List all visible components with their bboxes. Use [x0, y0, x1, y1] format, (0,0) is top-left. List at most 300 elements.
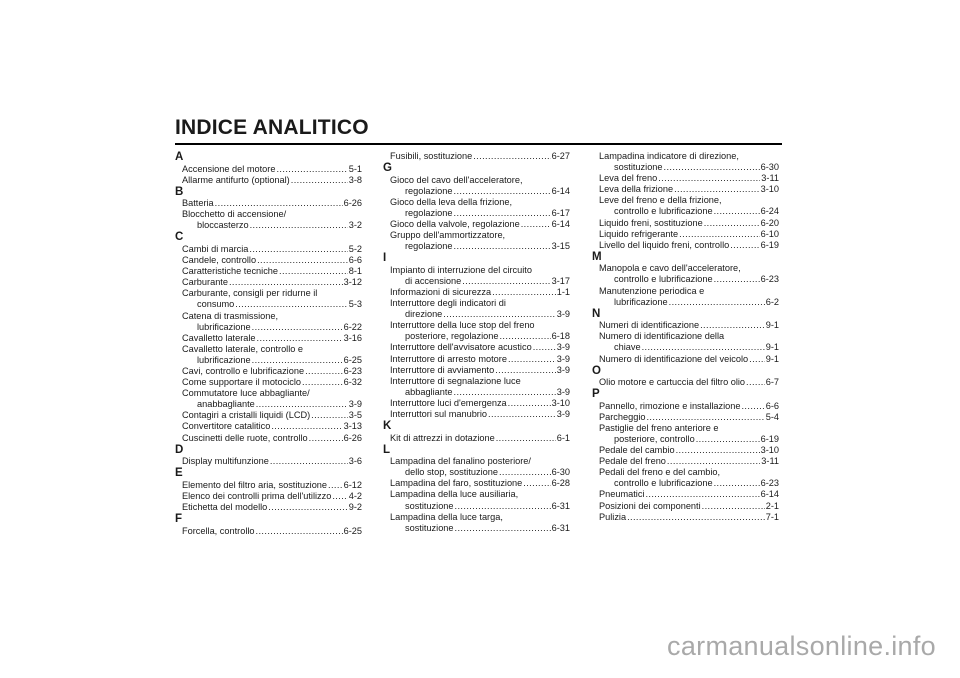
index-page-number: 6-6	[765, 400, 779, 411]
index-entry	[383, 512, 570, 534]
index-entry	[592, 151, 779, 173]
index-entry-text: Pedale del cambio	[599, 445, 675, 456]
index-page-number: 7-1	[765, 511, 779, 522]
index-page-number: 3-10	[551, 397, 570, 408]
index-page-number: 3-9	[556, 353, 570, 364]
dot-leader	[730, 240, 759, 251]
index-entry-text: abbagliante	[405, 386, 453, 397]
dot-leader	[679, 229, 759, 240]
index-page-number: 3-13	[343, 421, 362, 432]
index-entry-text: Lampadina del fanalino posteriore/	[390, 456, 531, 467]
dot-leader	[664, 162, 760, 173]
dot-leader	[646, 412, 764, 423]
index-page-number: 6-6	[348, 255, 362, 266]
index-entry	[383, 320, 570, 342]
index-entry-line	[182, 366, 362, 377]
index-entry-text: Lampadina della luce ausiliaria,	[390, 489, 519, 500]
index-letter-heading: E	[175, 467, 183, 480]
index-entry	[592, 445, 779, 456]
index-entry-line	[599, 206, 779, 217]
index-entry-text: Pneumatici	[599, 489, 645, 500]
dot-leader	[249, 244, 347, 255]
index-entry-text: Olio motore e cartuccia del filtro olio	[599, 377, 746, 388]
index-entry-text: Come supportare il motociclo	[182, 377, 301, 388]
index-entry-text: Pastiglie del freno anteriore e	[599, 422, 719, 433]
index-entry-text: lubrificazione	[197, 354, 251, 365]
index-page-number: 3-5	[348, 410, 362, 421]
index-page-number: 6-31	[551, 500, 570, 511]
index-entry-text: Elenco dei controlli prima dell'utilizzo	[182, 490, 332, 501]
index-entry-line	[182, 299, 362, 310]
index-entry-text: controllo e lubrificazione	[614, 274, 713, 285]
index-entry	[383, 478, 570, 489]
index-entry-line	[390, 478, 570, 489]
dot-leader	[454, 241, 551, 252]
index-entry-line	[182, 355, 362, 366]
index-letter-heading: D	[175, 443, 184, 456]
index-entry	[175, 244, 362, 255]
index-entry	[592, 423, 779, 445]
dot-leader	[332, 491, 347, 502]
index-entry-text: Lampadina indicatore di direzione,	[599, 151, 739, 161]
index-entry-line	[599, 195, 779, 206]
index-entry-line	[390, 265, 570, 276]
index-entry-text: Leve del freno e della frizione,	[599, 195, 722, 206]
index-page-number: 9-2	[348, 501, 362, 512]
index-entry-text: Gioco del cavo dell'acceleratore,	[390, 174, 523, 185]
dot-leader	[268, 502, 347, 513]
index-entry-text: Kit di attrezzi in dotazione	[390, 432, 495, 443]
index-entry-line	[182, 502, 362, 513]
index-entry	[383, 409, 570, 420]
dot-leader	[454, 208, 551, 219]
index-entry-line	[390, 197, 570, 208]
index-entry-text: lubrificazione	[197, 321, 251, 332]
index-entry-line	[599, 489, 779, 500]
dot-leader	[508, 398, 551, 409]
index-entry-text: Interruttore di segnalazione luce	[390, 375, 521, 386]
index-entry-text: regolazione	[405, 241, 453, 252]
dot-leader	[667, 456, 760, 467]
index-column-2	[383, 151, 570, 534]
index-entry	[175, 526, 362, 537]
index-entry-text: Lampadina della luce targa,	[390, 511, 503, 522]
index-entry-text: Interruttori sul manubrio	[390, 408, 488, 419]
index-entry	[175, 209, 362, 231]
index-entry-text: sostituzione	[405, 500, 454, 511]
index-entry-line	[182, 333, 362, 344]
dot-leader	[642, 342, 765, 353]
index-entry-line	[390, 501, 570, 512]
index-entry-line	[182, 311, 362, 322]
index-page-number: 6-27	[551, 151, 570, 161]
index-entry-line	[599, 467, 779, 478]
index-entry-text: di accensione	[405, 275, 462, 286]
index-letter-heading: F	[175, 513, 183, 526]
index-entry-line	[599, 274, 779, 285]
index-entry-text: Interruttore di avviamento	[390, 364, 495, 375]
index-entry-line	[390, 376, 570, 387]
index-entry-text: Interruttore degli indicatori di	[390, 298, 506, 309]
index-letter-heading: L	[383, 443, 391, 456]
index-page-number: 5-2	[348, 243, 362, 254]
index-page-number: 3-12	[343, 277, 362, 288]
index-page-number: 6-1	[556, 432, 570, 443]
index-entry-line	[182, 491, 362, 502]
index-entry-text: lubrificazione	[614, 296, 668, 307]
index-entry	[592, 377, 779, 388]
index-letter-heading: P	[592, 388, 600, 401]
index-entry	[175, 164, 362, 175]
index-entry-line	[182, 220, 362, 231]
index-entry-text: Gruppo dell'ammortizzatore,	[390, 230, 506, 241]
index-entry-line	[390, 175, 570, 186]
index-entry-text: Numero di identificazione del veicolo	[599, 353, 749, 364]
index-entry-line	[390, 489, 570, 500]
dot-leader	[257, 333, 343, 344]
index-page-number: 6-25	[343, 354, 362, 365]
index-letter-heading: C	[175, 231, 184, 244]
page-title: INDICE ANALITICO	[175, 116, 369, 139]
index-entry-text: regolazione	[405, 185, 453, 196]
index-entry	[175, 388, 362, 410]
index-entry-text: Commutatore luce abbagliante/	[182, 388, 310, 399]
dot-leader	[702, 501, 765, 512]
dot-leader	[508, 354, 556, 365]
index-entry-text: posteriore, controllo	[614, 433, 695, 444]
index-entry-line	[390, 387, 570, 398]
index-entry-line	[599, 229, 779, 240]
dot-leader	[271, 421, 342, 432]
index-page-number: 2-1	[765, 500, 779, 511]
index-entry-line	[182, 433, 362, 444]
index-entry-line	[390, 230, 570, 241]
index-letter-heading: O	[592, 364, 601, 377]
index-entry-line	[182, 344, 362, 355]
index-page-number: 6-22	[343, 321, 362, 332]
index-entry-text: Gioco della valvole, regolazione	[390, 218, 520, 229]
dot-leader	[252, 355, 343, 366]
index-entry	[383, 342, 570, 353]
dot-leader	[700, 320, 765, 331]
index-entry-text: Candele, controllo	[182, 255, 257, 266]
index-entry-text: sostituzione	[405, 522, 454, 533]
index-page-number: 3-9	[348, 399, 362, 410]
dot-leader	[256, 399, 348, 410]
index-entry-text: controllo e lubrificazione	[614, 206, 713, 217]
index-entry-text: Display multifunzione	[182, 456, 269, 467]
index-page-number: 6-19	[760, 433, 779, 444]
dot-leader	[658, 173, 760, 184]
index-entry-line	[390, 456, 570, 467]
dot-leader	[279, 266, 348, 277]
index-entry	[175, 421, 362, 432]
index-entry-line	[390, 208, 570, 219]
index-page-number: 6-30	[551, 467, 570, 478]
index-entry-line	[599, 320, 779, 331]
index-page-number: 6-23	[343, 366, 362, 376]
index-entry-text: Interruttore di arresto motore	[390, 353, 507, 364]
index-entry	[175, 277, 362, 288]
index-entry	[592, 195, 779, 217]
index-entry-line	[599, 297, 779, 308]
index-entry	[175, 198, 362, 209]
dot-leader	[250, 220, 348, 231]
index-page-number: 5-4	[765, 411, 779, 422]
index-entry-line	[182, 277, 362, 288]
index-entry-line	[390, 151, 570, 162]
index-entry-line	[599, 331, 779, 342]
index-entry-line	[390, 320, 570, 331]
index-entry-text: direzione	[405, 309, 443, 320]
index-entry-text: bloccasterzo	[197, 220, 249, 231]
index-entry-line	[182, 288, 362, 299]
index-entry-line	[182, 244, 362, 255]
index-entry	[383, 298, 570, 320]
index-page-number: 3-17	[551, 275, 570, 286]
index-page-number: 8-1	[348, 266, 362, 277]
index-entry-line	[599, 151, 779, 162]
watermark: carmanualsonline.info	[667, 631, 936, 661]
index-page-number: 4-2	[348, 490, 362, 501]
index-entry-text: Posizioni dei componenti	[599, 500, 701, 511]
index-entry-text: Batteria	[182, 198, 214, 209]
dot-leader	[741, 401, 764, 412]
index-entry	[383, 489, 570, 511]
index-page-number: 3-9	[556, 408, 570, 419]
index-entry-line	[599, 263, 779, 274]
index-entry-line	[182, 456, 362, 467]
index-entry-line	[599, 240, 779, 251]
dot-leader	[311, 410, 348, 421]
index-entry	[175, 456, 362, 467]
index-entry-line	[599, 286, 779, 297]
index-entry-text: Pannello, rimozione e installazione	[599, 400, 741, 411]
dot-leader	[455, 523, 551, 534]
index-entry	[383, 365, 570, 376]
index-entry	[175, 266, 362, 277]
index-entry	[383, 151, 570, 162]
dot-leader	[270, 456, 348, 467]
index-entry-text: Cambi di marcia	[182, 243, 249, 254]
index-page-number: 1-1	[556, 286, 570, 297]
index-entry-line	[599, 423, 779, 434]
index-entry	[592, 412, 779, 423]
index-page-number: 6-2	[765, 296, 779, 307]
index-letter-heading: K	[383, 420, 392, 433]
index-entry-line	[390, 433, 570, 444]
index-entry-text: Numeri di identificazione	[599, 320, 700, 331]
index-entry-line	[390, 298, 570, 309]
dot-leader	[454, 387, 556, 398]
dot-leader	[215, 198, 343, 209]
title-rule	[175, 143, 782, 145]
index-page-number: 6-23	[760, 478, 779, 489]
index-entry-text: Etichetta del modello	[182, 501, 268, 512]
dot-leader	[521, 219, 551, 230]
index-entry	[383, 456, 570, 478]
dot-leader	[495, 365, 556, 376]
dot-leader	[499, 331, 550, 342]
index-entry	[592, 354, 779, 365]
index-page-number: 6-7	[765, 377, 779, 388]
index-entry	[175, 175, 362, 186]
index-entry-text: regolazione	[405, 207, 453, 218]
index-entry-text: Impianto di interruzione del circuito	[390, 264, 532, 275]
index-page-number: 6-14	[760, 489, 779, 500]
index-entry-line	[182, 480, 362, 491]
index-page-number: 6-24	[760, 206, 779, 217]
index-entry-line	[390, 287, 570, 298]
index-entry-text: Manopola e cavo dell'acceleratore,	[599, 263, 741, 274]
dot-leader	[328, 480, 343, 491]
index-entry-line	[182, 399, 362, 410]
index-page-number: 9-1	[765, 353, 779, 364]
index-page-number: 6-28	[551, 478, 570, 489]
index-entry-line	[599, 162, 779, 173]
index-letter-heading: I	[383, 252, 387, 265]
index-entry-line	[390, 276, 570, 287]
index-page-number: 6-18	[551, 331, 570, 342]
dot-leader	[229, 277, 343, 288]
index-page-number: 9-1	[765, 320, 779, 331]
index-entry-line	[599, 377, 779, 388]
index-entry-text: Pedali del freno e del cambio,	[599, 467, 721, 478]
index-page-number: 3-9	[556, 364, 570, 375]
index-entry-text: Liquido refrigerante	[599, 228, 679, 239]
index-entry-text: Elemento del filtro aria, sostituzione	[182, 479, 328, 490]
index-page-number: 6-26	[343, 432, 362, 443]
index-entry-line	[390, 241, 570, 252]
dot-leader	[291, 175, 348, 186]
dot-leader	[235, 299, 347, 310]
dot-leader	[523, 478, 550, 489]
index-page-number: 6-25	[343, 525, 362, 536]
index-entry-line	[390, 219, 570, 230]
index-letter-heading: B	[175, 185, 184, 198]
index-entry-line	[182, 421, 362, 432]
index-page-number: 6-14	[551, 185, 570, 196]
index-entry-line	[390, 354, 570, 365]
index-entry	[175, 255, 362, 266]
index-page-number: 3-11	[761, 456, 779, 467]
index-entry	[175, 502, 362, 513]
index-entry-text: Pedale del freno	[599, 456, 666, 467]
dot-leader	[645, 489, 759, 500]
index-entry	[592, 184, 779, 195]
index-entry-text: Leva del freno	[599, 173, 658, 184]
index-letter-heading: G	[383, 162, 392, 175]
index-entry	[175, 377, 362, 388]
index-entry-line	[599, 501, 779, 512]
index-entry-line	[599, 456, 779, 467]
index-page-number: 3-11	[761, 173, 779, 184]
index-entry-line	[182, 198, 362, 209]
dot-leader	[473, 151, 550, 162]
dot-leader	[256, 526, 343, 537]
index-entry-text: Cavalletto laterale	[182, 332, 256, 343]
dot-leader	[309, 433, 343, 444]
index-entry	[592, 489, 779, 500]
index-page-number: 6-30	[760, 162, 779, 173]
index-page-number: 3-16	[343, 332, 362, 343]
index-letter-heading: A	[175, 151, 184, 163]
index-page-number: 6-26	[343, 198, 362, 209]
index-entry-text: chiave	[614, 342, 641, 353]
index-entry	[592, 286, 779, 308]
index-entry-text: sostituzione	[614, 162, 663, 173]
index-entry	[175, 311, 362, 333]
index-page-number: 6-10	[760, 228, 779, 239]
dot-leader	[302, 377, 343, 388]
index-column-3	[592, 151, 779, 523]
index-entry-text: controllo e lubrificazione	[614, 478, 713, 489]
index-entry-text: Informazioni di sicurezza	[390, 286, 492, 297]
index-entry	[175, 480, 362, 491]
index-entry-line	[599, 218, 779, 229]
index-entry	[383, 175, 570, 197]
index-entry	[592, 467, 779, 489]
index-entry-text: Cavalletto laterale, controllo e	[182, 343, 304, 354]
index-entry-text: Catena di trasmissione,	[182, 310, 279, 321]
index-entry-line	[390, 309, 570, 320]
index-entry	[383, 230, 570, 252]
index-entry	[175, 333, 362, 344]
index-page-number: 3-9	[556, 342, 570, 353]
index-entry	[383, 265, 570, 287]
index-entry-text: posteriore, regolazione	[405, 331, 499, 342]
index-entry-text: Lampadina del faro, sostituzione	[390, 478, 523, 489]
dot-leader	[492, 287, 556, 298]
index-entry-text: Carburante, consigli per ridurne il	[182, 288, 318, 299]
index-page-number: 3-10	[760, 445, 779, 456]
index-entry-text: Carburante	[182, 277, 228, 288]
index-entry	[383, 433, 570, 444]
index-entry	[592, 501, 779, 512]
dot-leader	[443, 309, 555, 320]
index-entry	[592, 512, 779, 523]
index-entry	[175, 433, 362, 444]
dot-leader	[499, 467, 551, 478]
index-entry-text: dello stop, sostituzione	[405, 467, 498, 478]
index-entry-line	[182, 209, 362, 220]
dot-leader	[305, 366, 343, 377]
index-entry-line	[390, 512, 570, 523]
index-entry-line	[390, 409, 570, 420]
index-page-number: 6-31	[551, 522, 570, 533]
index-entry	[383, 219, 570, 230]
index-entry	[383, 354, 570, 365]
index-entry-text: Interruttore dell'avvisatore acustico	[390, 342, 532, 353]
index-entry-line	[599, 478, 779, 489]
dot-leader	[252, 322, 343, 333]
index-page-number: 3-15	[551, 241, 570, 252]
index-entry-line	[390, 331, 570, 342]
index-entry-text: Manutenzione periodica e	[599, 285, 705, 296]
dot-leader	[455, 501, 551, 512]
index-entry-line	[599, 354, 779, 365]
index-entry	[175, 288, 362, 310]
index-page-number: 6-19	[760, 239, 779, 250]
index-entry-text: Interruttore luci d'emergenza	[390, 397, 507, 408]
dot-leader	[676, 445, 760, 456]
index-entry	[592, 456, 779, 467]
index-entry	[592, 320, 779, 331]
index-entry	[175, 491, 362, 502]
index-entry	[383, 287, 570, 298]
dot-leader	[714, 274, 760, 285]
index-entry	[592, 263, 779, 285]
